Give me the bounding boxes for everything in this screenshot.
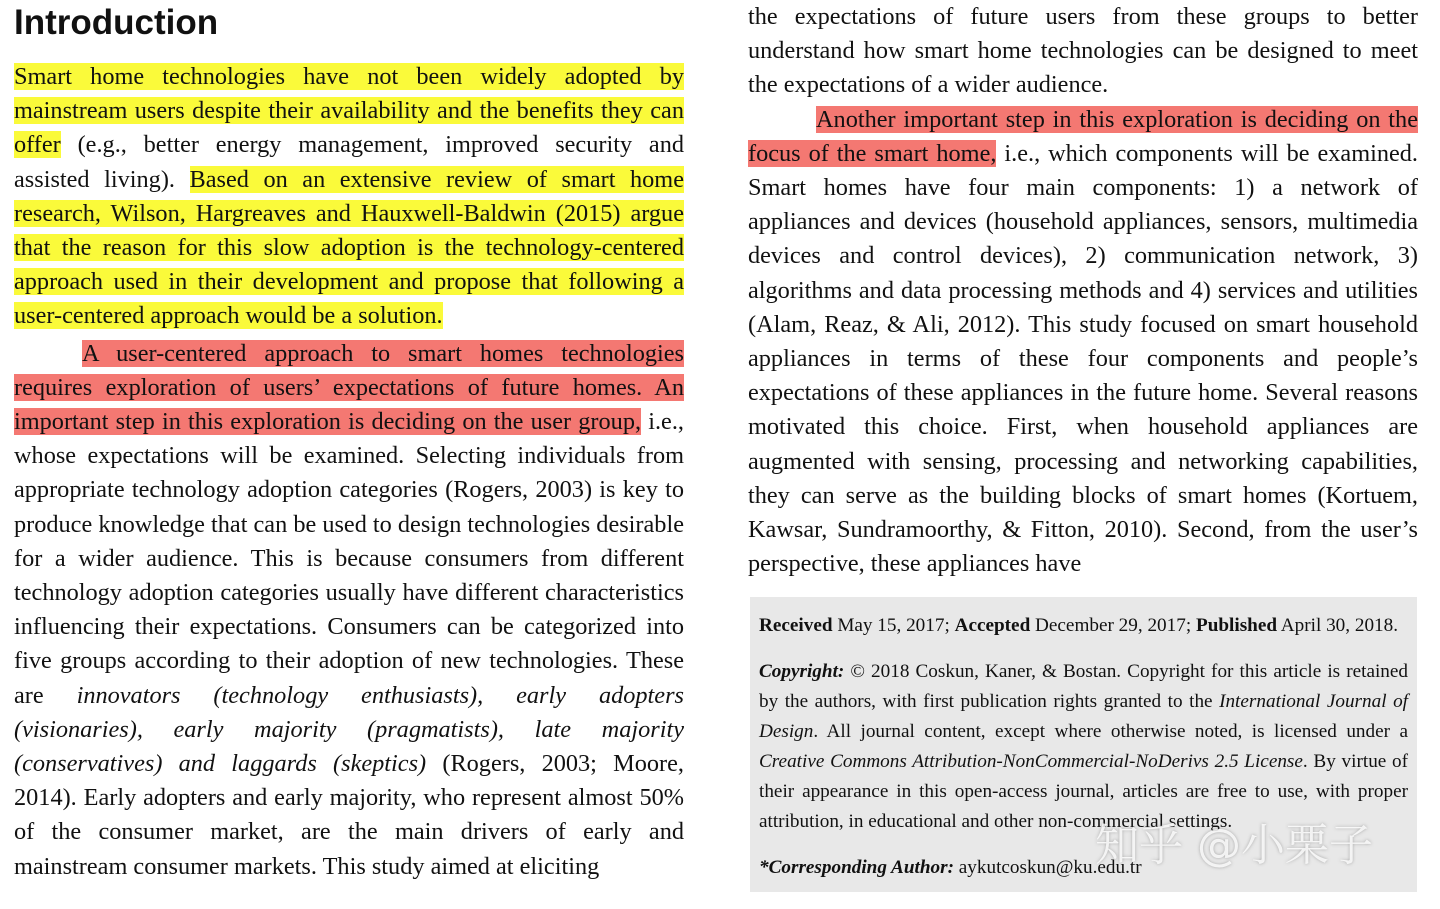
- journal-name: International Journal of Design: [759, 691, 1408, 742]
- zhihu-watermark: 知乎 @小栗子: [1095, 820, 1373, 871]
- received-label: Received: [759, 615, 833, 636]
- copyright-label: Copyright:: [759, 661, 845, 682]
- copyright-text: . All journal content, except where otherwise noted, is licensed under a: [813, 721, 1408, 742]
- highlight-yellow-2: Based on an extensive review of smart home research, Wilson, Hargreaves and Hauxwell-Baldwin (2015) argue that the reason for this slow adoption is the technology-centered approach used in their development and propose that following a user-centered approach would be a solution.: [14, 165, 684, 330]
- accepted-date: December 29, 2017;: [1030, 615, 1196, 636]
- highlight-yellow-1: Smart home technologies have not been widely adopted by mainstream users despite their availability and the benefits they can offer: [14, 63, 684, 159]
- publication-dates: [759, 611, 1408, 641]
- body-text: i.e., which components will be examined. Smart homes have four main components: 1) a network of appliances and devices (household appliances, sensors, multimedia devices and control devices), 2) communication network, 3) algorithms and data processing methods and 4) services and utilities (Alam, Reaz, & Ali, 2012). This study focused on smart household appliances in terms of these four components and people’s expectations of these appliances in the future home. Several reasons motivated this choice. First, when household appliances are augmented with sensing, processing and networking capabilities, they can serve as the building blocks of smart homes (Kortuem, Kawsar, Sundramoorthy, & Fitton, 2010). Second, from the user’s perspective, these appliances have: [748, 139, 1419, 578]
- corresponding-author: [759, 853, 1408, 883]
- right-column: [748, 0, 1418, 581]
- accepted-label: Accepted: [954, 615, 1031, 636]
- highlight-red-2: Another important step in this exploration is deciding on the focus of the smart home,: [748, 105, 1418, 167]
- copyright-text: . By virtue of their appearance in this open-access journal, articles are free to use, with proper attribution, in educational and other non-commercial settings.: [759, 751, 1408, 832]
- published-label: Published: [1195, 615, 1278, 636]
- article-info-box: [750, 597, 1417, 892]
- intro-paragraph-2: [14, 337, 684, 884]
- copyright-text: © 2018 Coskun, Kaner, & Bostan. Copyright for this article is retained by the authors, with first publication rights granted to the: [759, 661, 1408, 712]
- body-text: i.e., whose expectations will be examined. Selecting individuals from appropriate technology adoption categories (Rogers, 2003) is key to produce knowledge that can be used to design technologies desirable for a wider audience. This is because consumers from different technology adoption categories usually have different characteristics influencing their expectations. Consumers can be categorized into five groups according to their adoption of new technologies. These are: [14, 408, 684, 709]
- right-paragraph-2: [748, 103, 1418, 582]
- highlight-red-1: A user-centered approach to smart homes technologies requires exploration of users’ expectations of future homes. An important step in this exploration is deciding on the user group,: [14, 339, 684, 436]
- right-paragraph-1: the expectations of future users from these groups to better understand how smart home technologies can be designed to meet the expectations of a wider audience.: [748, 3, 1418, 99]
- section-heading: Introduction: [14, 3, 219, 42]
- published-date: April 30, 2018.: [1277, 615, 1399, 636]
- left-column: [14, 0, 684, 884]
- corresponding-author-label: *Corresponding Author:: [759, 857, 954, 878]
- corresponding-author-email: aykutcoskun@ku.edu.tr: [953, 857, 1142, 878]
- intro-paragraph-1: [14, 60, 684, 334]
- adoption-categories-italic: innovators (technology enthusiasts), early adopters (visionaries), early majority (pragmatists), late majority (conservatives) and laggards (skeptics): [14, 681, 684, 778]
- license-name: Creative Commons Attribution-NonCommercial-NoDerivs 2.5 License: [759, 751, 1303, 772]
- copyright-notice: [759, 657, 1408, 837]
- body-text: (Rogers, 2003; Moore, 2014). Early adopters and early majority, who represent almost 50% of the consumer market, are the main drivers of early and mainstream consumer markets. This study aimed at eliciting: [14, 750, 684, 880]
- received-date: May 15, 2017;: [832, 615, 955, 636]
- body-text: (e.g., better energy management, improved security and assisted living).: [14, 131, 684, 193]
